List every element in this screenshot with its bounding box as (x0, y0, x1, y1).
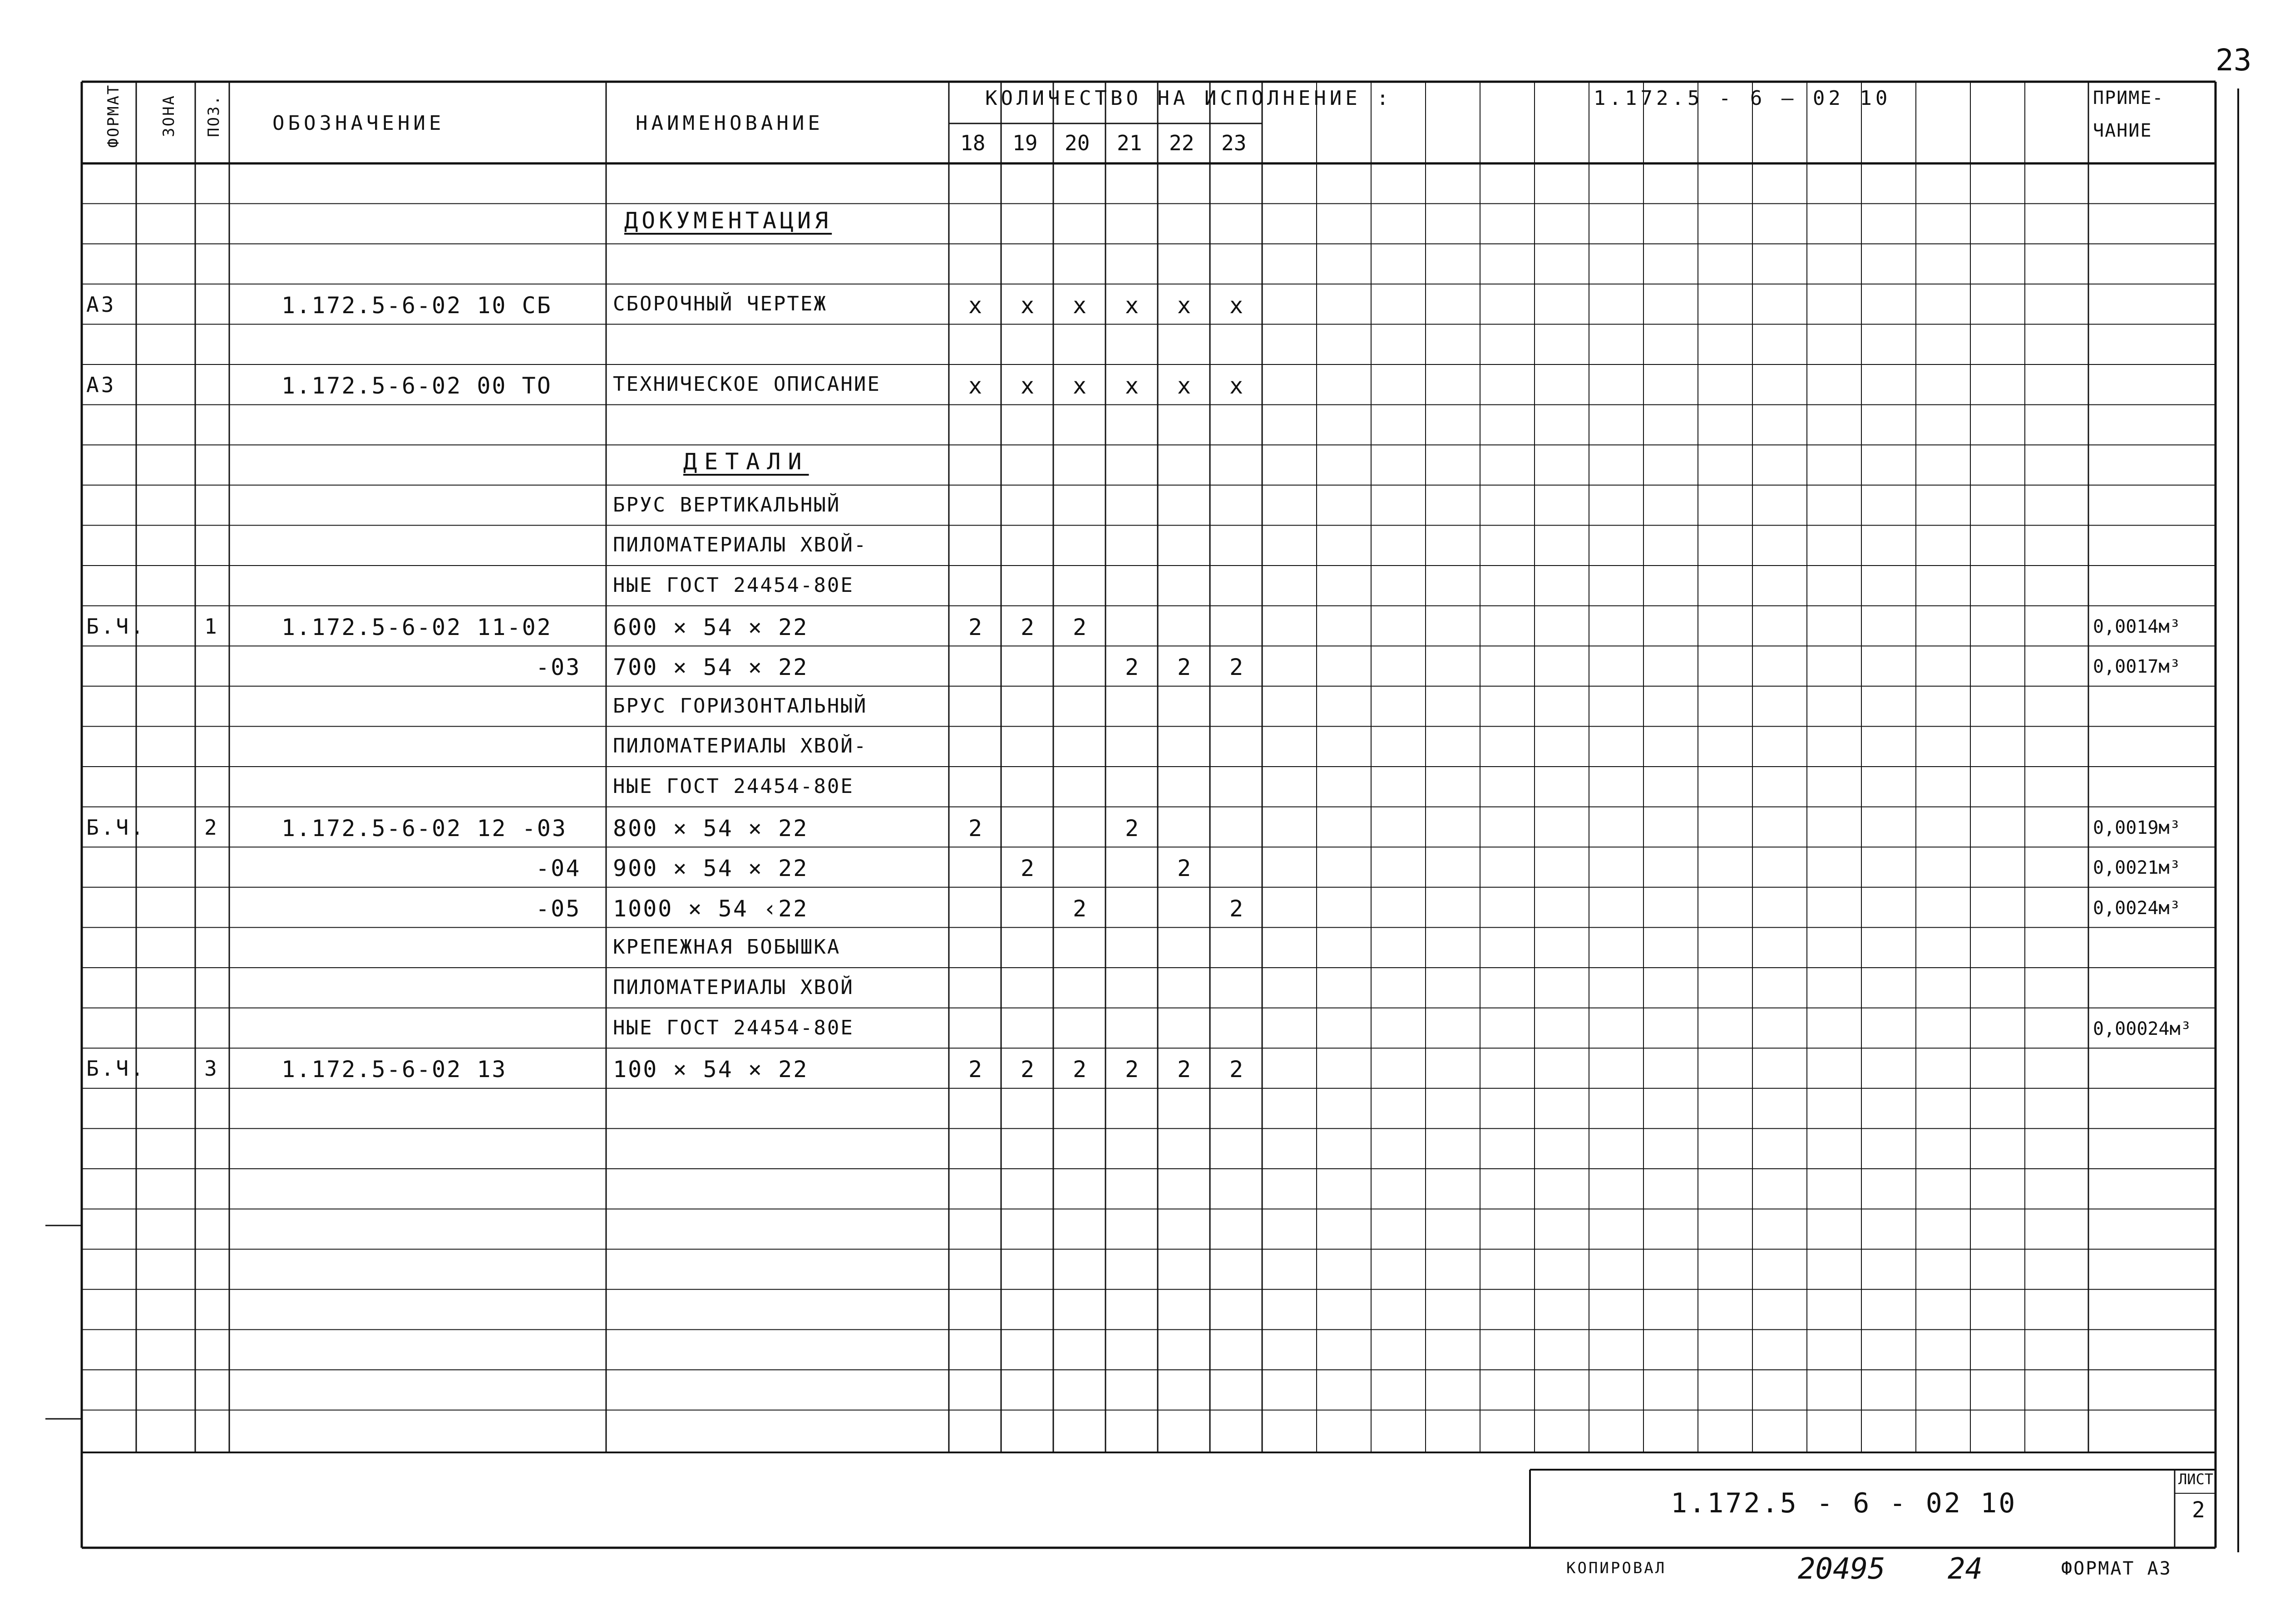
row-designation: 1.172.5-6-02 00 ТО (281, 373, 552, 399)
row-name: БРУС ВЕРТИКАЛЬНЫЙ (613, 493, 841, 517)
row-format: Б.Ч. (86, 614, 146, 639)
row-note: 0,00024м³ (2093, 1018, 2191, 1039)
qty-cell: x (1021, 292, 1035, 319)
row-note: 0,0024м³ (2093, 897, 2181, 919)
row-name: 700 × 54 × 22 (613, 654, 809, 681)
row-name: ПИЛОМАТЕРИАЛЫ ХВОЙ- (613, 734, 868, 758)
row-name: СБОРОЧНЫЙ ЧЕРТЕЖ (613, 292, 827, 315)
row-designation: 1.172.5-6-02 12 -03 (281, 815, 567, 842)
header-name: НАИМЕНОВАНИЕ (636, 112, 824, 135)
row-name: НЫЕ ГОСТ 24454-80Е (613, 775, 854, 798)
qty-cell: 2 (968, 1056, 982, 1083)
row-format: А3 (86, 292, 116, 317)
row-format: Б.Ч. (86, 1056, 146, 1081)
row-name: НЫЕ ГОСТ 24454-80Е (613, 574, 854, 597)
header-zone: ЗОНА (160, 94, 178, 137)
qty-cell: x (1229, 373, 1244, 399)
row-note: 0,0021м³ (2093, 857, 2181, 879)
qty-cell: 2 (1177, 855, 1191, 882)
section-heading: ДЕТАЛИ (683, 448, 809, 475)
row-name: БРУС ГОРИЗОНТАЛЬНЫЙ (613, 694, 868, 718)
qty-cell: x (1073, 292, 1087, 319)
qty-cell: 2 (1125, 815, 1139, 842)
footer-number: 24 (1948, 1552, 1983, 1586)
qty-cell: 2 (1021, 614, 1035, 640)
qty-cell: 2 (968, 815, 982, 842)
row-designation: -04 (536, 855, 581, 882)
row-name: 800 × 54 × 22 (613, 815, 809, 842)
footer-format: ФОРМАТ А3 (2061, 1558, 2172, 1579)
qty-cell: x (1177, 373, 1191, 399)
row-name: ПИЛОМАТЕРИАЛЫ ХВОЙ (613, 976, 854, 999)
variant-header: 18 (960, 131, 986, 155)
row-note: 0,0017м³ (2093, 656, 2181, 678)
row-name: ПИЛОМАТЕРИАЛЫ ХВОЙ- (613, 533, 868, 557)
row-format: Б.Ч. (86, 815, 146, 840)
qty-cell: 2 (1073, 1056, 1087, 1083)
row-name: 1000 × 54 ‹22 (613, 895, 809, 922)
qty-cell: x (968, 292, 982, 319)
sheet-label: ЛИСТ (2178, 1471, 2214, 1488)
row-name: НЫЕ ГОСТ 24454-80Е (613, 1016, 854, 1039)
variant-header: 20 (1065, 131, 1090, 155)
row-name: 100 × 54 × 22 (613, 1056, 809, 1083)
row-position: 3 (204, 1056, 219, 1081)
qty-cell: 2 (1073, 895, 1087, 922)
row-note: 0,0014м³ (2093, 616, 2181, 637)
variant-header: 19 (1012, 131, 1038, 155)
qty-cell: 2 (1229, 1056, 1244, 1083)
row-designation: 1.172.5-6-02 11-02 (281, 614, 552, 640)
row-name: 900 × 54 × 22 (613, 855, 809, 882)
row-designation: 1.172.5-6-02 10 СБ (281, 292, 552, 319)
qty-cell: x (1125, 373, 1139, 399)
row-position: 2 (204, 815, 219, 840)
variant-header: 21 (1117, 131, 1142, 155)
qty-cell: 2 (1021, 855, 1035, 882)
page-number: 23 (2216, 43, 2252, 78)
row-position: 1 (204, 614, 219, 639)
row-designation: -03 (536, 654, 581, 681)
qty-cell: x (1125, 292, 1139, 319)
header-designation: ОБОЗНАЧЕНИЕ (272, 112, 445, 135)
qty-cell: 2 (1125, 1056, 1139, 1083)
row-designation: 1.172.5-6-02 13 (281, 1056, 507, 1083)
header-pos: ПОЗ. (205, 94, 223, 137)
header-note-line2: ЧАНИЕ (2093, 120, 2152, 141)
qty-cell: x (968, 373, 982, 399)
row-name: ТЕХНИЧЕСКОЕ ОПИСАНИЕ (613, 373, 881, 396)
qty-cell: 2 (1073, 614, 1087, 640)
section-heading: ДОКУМЕНТАЦИЯ (624, 207, 832, 234)
title-block-code: 1.172.5 - 6 - 02 10 (1671, 1487, 2017, 1519)
variant-header: 23 (1221, 131, 1247, 155)
header-qty-code: 1.172.5 - 6 — 02 10 (1594, 87, 1891, 110)
row-designation: -05 (536, 895, 581, 922)
row-note: 0,0019м³ (2093, 817, 2181, 838)
qty-cell: x (1073, 373, 1087, 399)
row-format: А3 (86, 373, 116, 397)
row-name: КРЕПЕЖНАЯ БОБЫШКА (613, 935, 841, 959)
qty-cell: 2 (1229, 654, 1244, 681)
footer-order-no: 20495 (1798, 1552, 1885, 1586)
qty-cell: 2 (1125, 654, 1139, 681)
qty-cell: 2 (1177, 654, 1191, 681)
qty-cell: x (1021, 373, 1035, 399)
header-format: ФОРМАТ (104, 84, 123, 148)
qty-cell: 2 (1177, 1056, 1191, 1083)
qty-cell: x (1177, 292, 1191, 319)
row-name: 600 × 54 × 22 (613, 614, 809, 640)
qty-cell: 2 (1021, 1056, 1035, 1083)
qty-cell: 2 (1229, 895, 1244, 922)
footer-copied: КОПИРОВАЛ (1566, 1559, 1667, 1577)
qty-cell: x (1229, 292, 1244, 319)
variant-header: 22 (1169, 131, 1194, 155)
header-qty-title: КОЛИЧЕСТВО НА ИСПОЛНЕНИЕ : (985, 87, 1392, 110)
sheet-number: 2 (2192, 1497, 2205, 1523)
header-note-line1: ПРИМЕ- (2093, 88, 2164, 108)
qty-cell: 2 (968, 614, 982, 640)
